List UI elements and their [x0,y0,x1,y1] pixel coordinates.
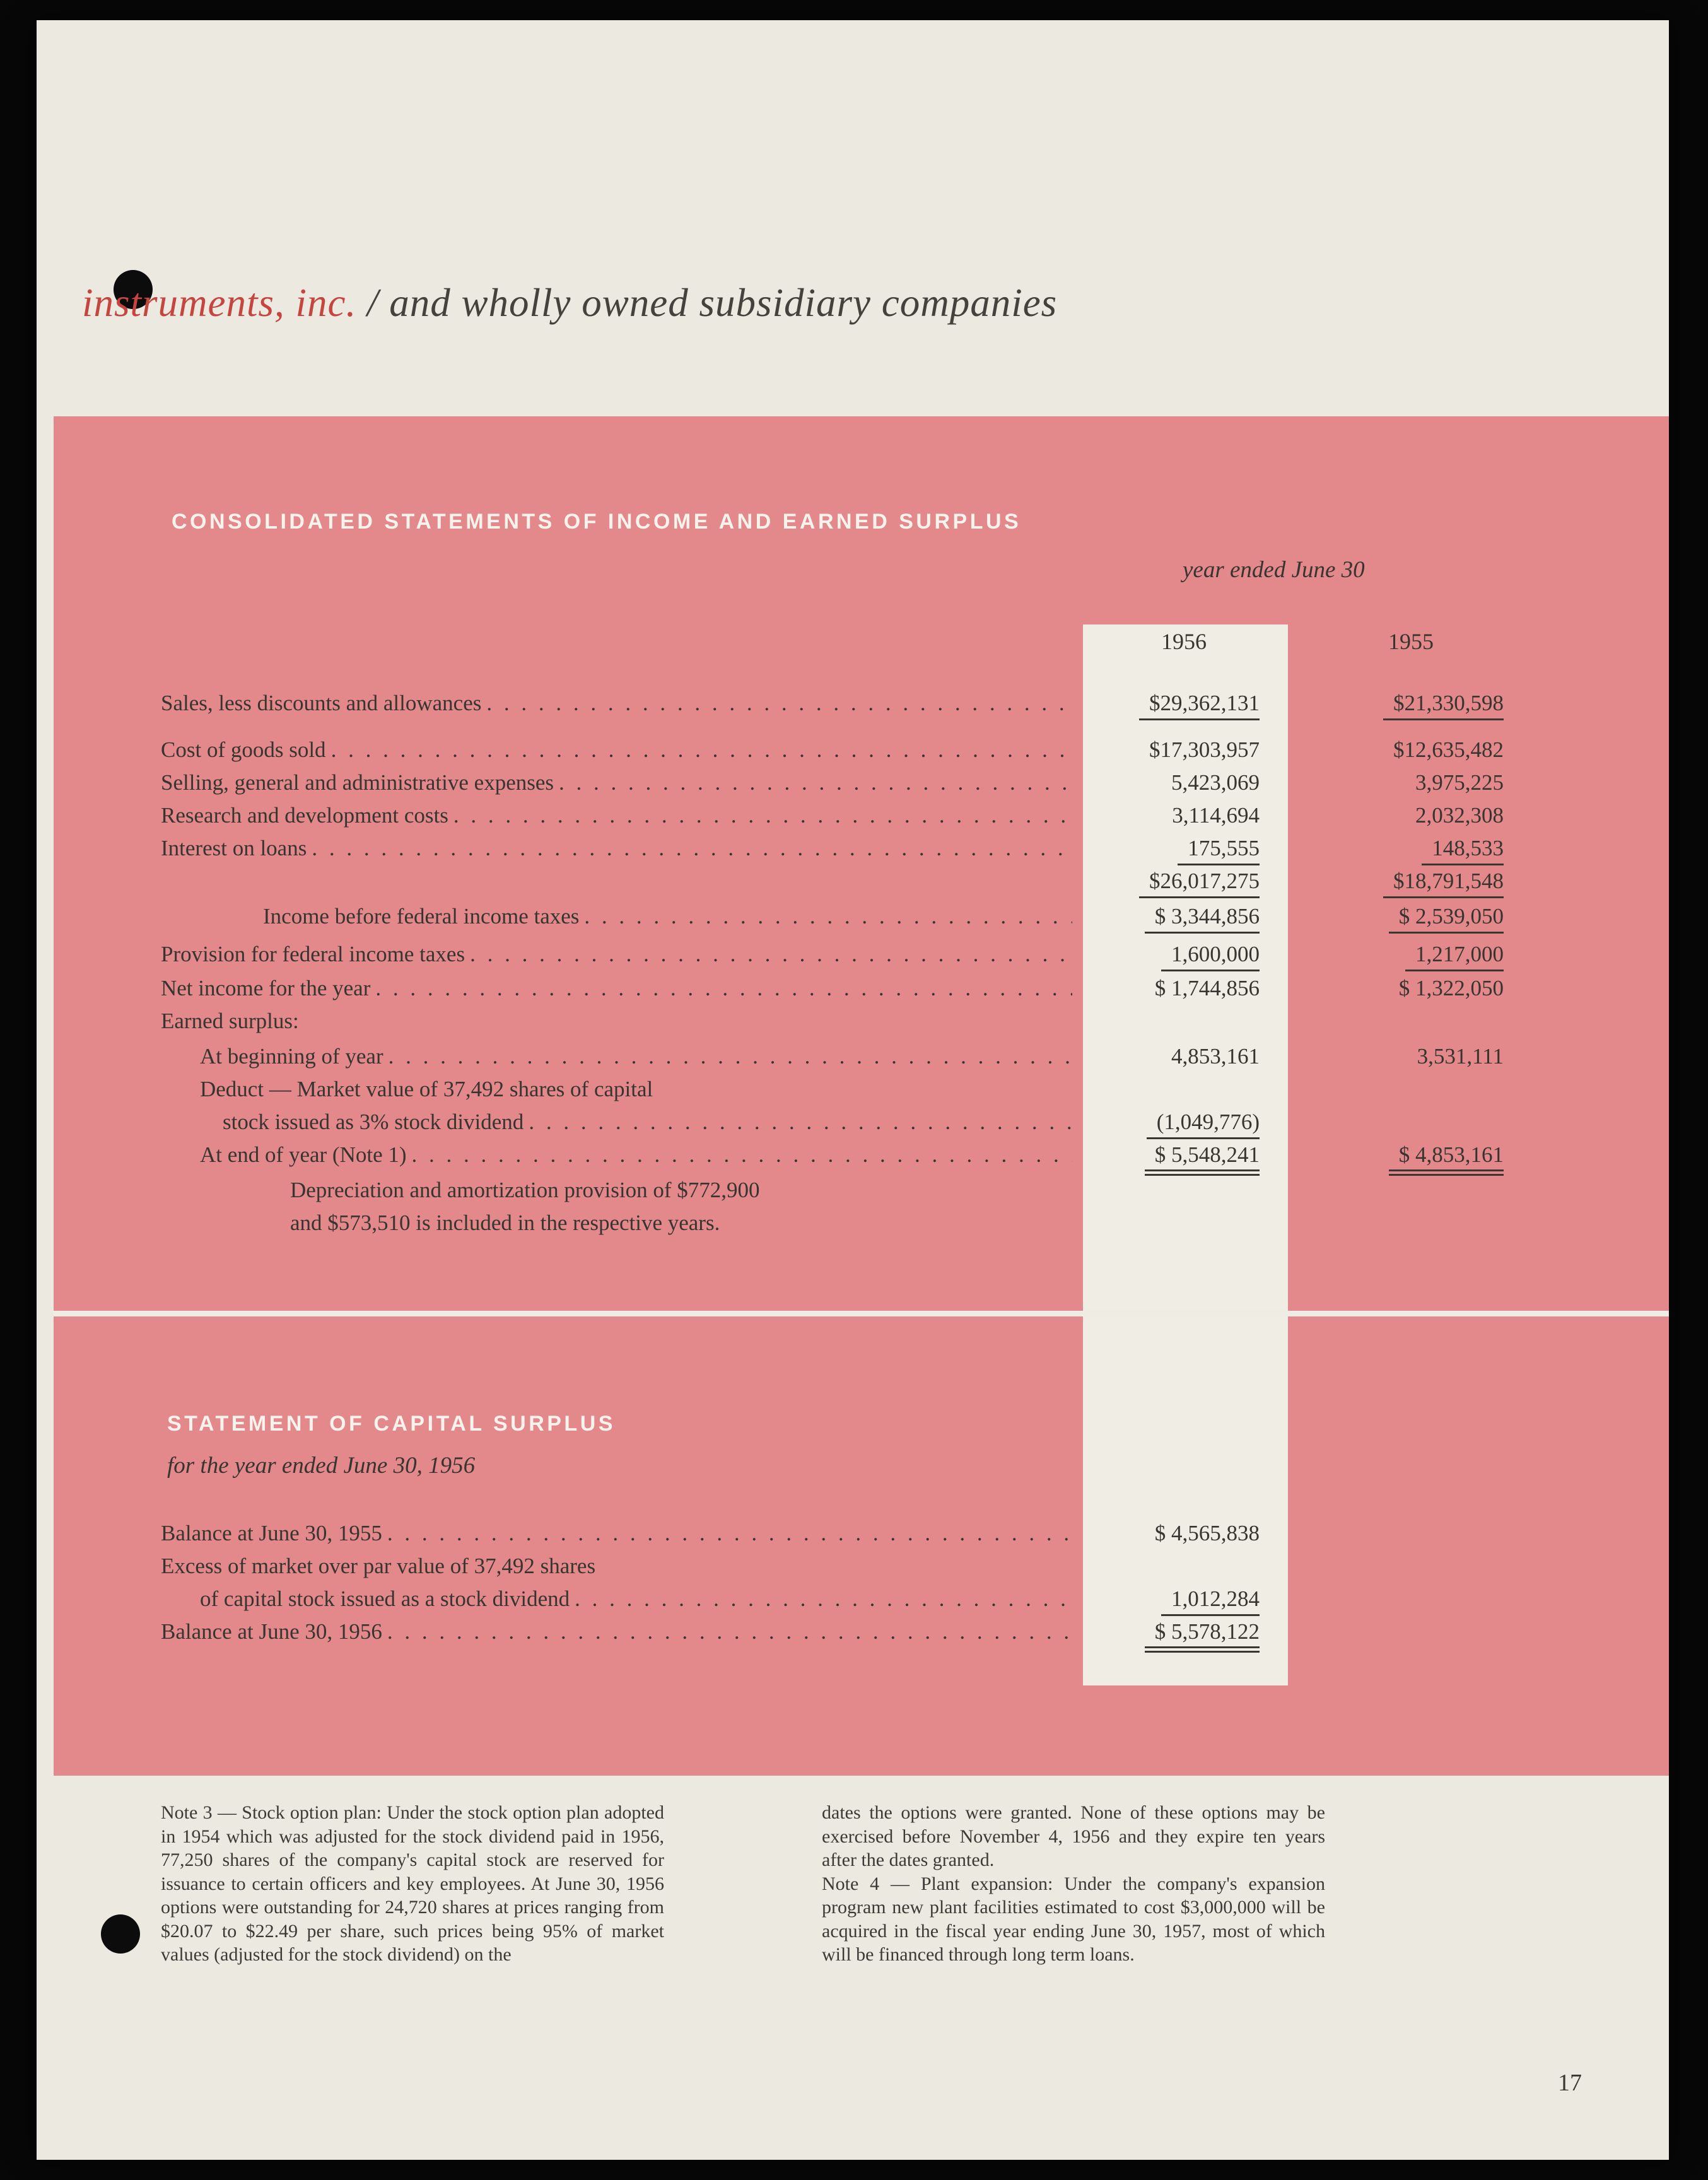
value-cell: 148,533 [1288,832,1534,865]
statement-row [161,1106,1534,1139]
year-column-1956: 1956 [1161,629,1207,654]
dot-leader [529,1106,1072,1139]
statement-row [161,1583,1534,1615]
row-label: Cost of goods sold . . . [161,734,1080,766]
statement-row [161,972,1534,1005]
section-divider [54,1311,1669,1316]
row-label: Depreciation and amortization provision of $772,900 [290,1178,760,1202]
row-label: Excess of market over par value of 37,492 shares [161,1554,596,1578]
value-cell: $17,303,957 [1149,737,1260,762]
value-cell: $ 2,539,050 [1288,900,1534,934]
statement-row [161,687,1534,720]
company-name: instruments, inc. [82,281,357,325]
dot-leader [387,1615,1072,1648]
row-label: Deduct — Market value of 37,492 shares of capital [200,1077,653,1101]
dot-leader [387,1517,1072,1550]
row-label: stock issued as 3% stock dividend . . . [161,1106,1080,1139]
capital-surplus-period: for the year ended June 30, 1956 [167,1453,476,1479]
page-header [82,280,1057,326]
row-label: Research and development costs . . . [161,799,1080,832]
value-cell: $ 3,344,856 [1080,900,1288,934]
statement-row [161,1005,1534,1038]
income-statement-title: CONSOLIDATED STATEMENTS OF INCOME AND EARNED SURPLUS [172,510,1022,534]
dot-leader [470,938,1072,971]
statement-row [161,1517,1534,1550]
header-subtitle: / and wholly owned subsidiary companies [356,281,1058,325]
value-cell: 3,531,111 [1417,1044,1504,1069]
page-number: 17 [1558,2070,1582,2096]
statement-row [161,1207,1534,1239]
statement-row [161,900,1534,933]
statement-row [161,1139,1534,1171]
value-cell: 4,853,161 [1171,1044,1260,1069]
dot-leader [412,1139,1072,1171]
value-cell: $ 4,853,161 [1288,1139,1534,1176]
row-label: Selling, general and administrative expenses . . . [161,766,1080,799]
statement-row [161,1040,1534,1073]
statement-row [161,766,1534,799]
value-cell: 5,423,069 [1171,770,1260,795]
column-headers [161,628,1534,655]
financial-statements-panel [54,416,1669,1776]
value-cell: $ 5,578,122 [1080,1615,1288,1653]
value-cell: $18,791,548 [1288,865,1534,898]
punch-hole [101,1914,140,1954]
statement-row [161,1174,1534,1207]
dot-leader [559,766,1072,799]
dot-leader [486,687,1072,720]
value-cell: $29,362,131 [1080,687,1288,720]
value-cell: (1,049,776) [1080,1106,1288,1139]
report-page [37,20,1669,2160]
value-cell: 2,032,308 [1415,803,1504,828]
year-column-1955: 1955 [1388,629,1434,654]
row-label: Sales, less discounts and allowances . . . [161,687,1080,720]
note-3-continuation: dates the options were granted. None of these options may be exercised before November 4, 1956 and they expire ten years after the dates granted. [822,1802,1325,1870]
statement-row [161,799,1534,832]
dot-leader [575,1583,1072,1615]
statement-row [161,1615,1534,1648]
row-label: At beginning of year . . . [161,1040,1080,1073]
row-label: Balance at June 30, 1955 . . . [161,1517,1080,1550]
dot-leader [389,1040,1072,1073]
dot-leader [453,799,1072,832]
value-cell: $21,330,598 [1288,687,1534,720]
value-cell: 3,975,225 [1415,770,1504,795]
value-cell: $ 1,322,050 [1398,976,1504,1000]
footnotes [161,1801,1325,1967]
footnote-column-right [822,1801,1325,1967]
value-cell: $26,017,275 [1080,865,1288,898]
income-statement-period: year ended June 30 [1183,557,1365,583]
row-label: Net income for the year . . . [161,972,1080,1005]
dot-leader [375,972,1072,1005]
note-4-text: Note 4 — Plant expansion: Under the company's expansion program new plant facilities estimated to cost $3,000,000 will be acquired in the fiscal year ending June 30, 1957, most of which will be financed through long term loans. [822,1873,1325,1965]
value-cell: $ 1,744,856 [1154,976,1260,1000]
row-label: Balance at June 30, 1956 . . . [161,1615,1080,1648]
dot-leader [331,734,1072,766]
value-cell: 1,600,000 [1080,938,1288,971]
footnote-column-left [161,1801,664,1967]
row-label: Interest on loans . . . [161,832,1080,865]
statement-row [161,938,1534,971]
capital-surplus-title: STATEMENT OF CAPITAL SURPLUS [167,1412,616,1436]
row-label: of capital stock issued as a stock dividend . . . [161,1583,1080,1615]
note-3-text: Note 3 — Stock option plan: Under the stock option plan adopted in 1954 which was adjusted for the stock dividend paid in 1956, 77,250 shares of the company's capital stock are reserved for issuance to certain officers and key employees. At June 30, 1956 options were outstanding for 24,720 shares at prices ranging from $20.07 to $22.49 per share, such prices being 95% of market values (adjusted for the stock dividend) on the [161,1802,664,1965]
value-cell: 1,012,284 [1080,1583,1288,1616]
value-cell: $ 5,548,241 [1080,1139,1288,1176]
row-label: Earned surplus: [161,1009,299,1033]
dot-leader [312,832,1072,865]
statement-row [161,832,1534,865]
dot-leader [584,900,1072,933]
row-label: and $573,510 is included in the respective years. [290,1210,720,1235]
value-cell: 1,217,000 [1288,938,1534,971]
income-statement-table [161,628,1534,1239]
statement-row [161,734,1534,766]
capital-surplus-table [161,1517,1534,1648]
value-cell: 175,555 [1080,832,1288,865]
row-label: At end of year (Note 1) . . . [161,1139,1080,1171]
statement-row [161,1550,1534,1583]
row-label: Provision for federal income taxes . . . [161,938,1080,971]
value-cell: $12,635,482 [1393,737,1504,762]
value-cell: $ 4,565,838 [1154,1521,1260,1545]
row-label: Income before federal income taxes . . . [161,900,1080,933]
label-column-header [161,628,1080,655]
statement-row [161,865,1534,898]
statement-row [161,1073,1534,1106]
value-cell: 3,114,694 [1172,803,1260,828]
